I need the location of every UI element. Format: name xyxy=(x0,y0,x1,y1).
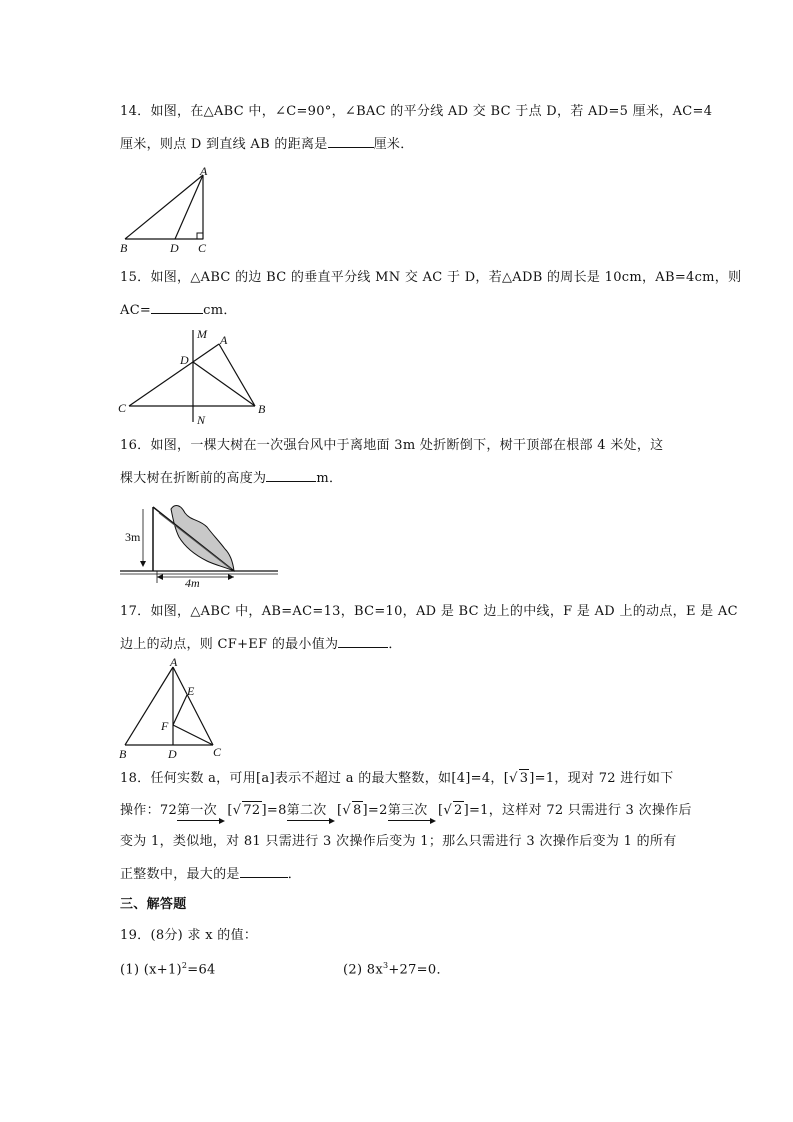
q18-l2-c: ]=8 xyxy=(261,803,287,818)
q17-line2-post: ． xyxy=(388,637,402,652)
q15-label-d: D xyxy=(180,353,189,367)
q14-answer-blank[interactable] xyxy=(328,135,374,148)
q15-line2 xyxy=(120,301,237,320)
q18-l2-a: 操作：72 xyxy=(120,803,178,818)
q15-line1: 15．如图，△ABC 的边 BC 的垂直平分线 MN 交 AC 于 D，若△ADB 的周长是 10cm，AB=4cm，则 xyxy=(120,270,742,285)
q18-l2-f: [ xyxy=(438,803,444,818)
q15-label-a: A xyxy=(220,333,228,347)
q19-p2-a: (2) 8x xyxy=(343,962,383,978)
q18-l1-b: ]=1，现对 72 进行如下 xyxy=(529,771,674,786)
q17-line1: 17．如图，△ABC 中，AB=AC=13，BC=10，AD 是 BC 边上的中线，F 是 AD 上的动点，E 是 AC xyxy=(120,604,738,619)
q16-line2-pre: 棵大树在折断前的高度为 xyxy=(120,471,267,486)
q18-step2-arrow xyxy=(287,802,333,821)
q18-l2-g: ]=1，这样对 72 只需进行 3 次操作后 xyxy=(463,803,692,818)
q18-line2 xyxy=(120,801,692,821)
q15-answer-blank[interactable] xyxy=(151,301,203,314)
q18-line4 xyxy=(120,865,301,884)
q17-line2-pre: 边上的动点，则 CF+EF 的最小值为 xyxy=(120,637,339,652)
q17-figure xyxy=(115,655,230,761)
q16-answer-blank[interactable] xyxy=(266,469,316,482)
q14-line1: 14．如图，在△ABC 中，∠C=90°，∠BAC 的平分线 AD 交 BC 于点 D，若 AD=5 厘米，AC=4 xyxy=(120,104,713,119)
q14-figure xyxy=(115,165,215,255)
q16-label-dist: 4m xyxy=(185,576,200,590)
q17-line2 xyxy=(120,635,402,654)
q18-step1-label: 第一次 xyxy=(177,802,223,821)
q14-line2 xyxy=(120,135,414,154)
q16-label-height: 3m xyxy=(125,530,141,544)
q19-p1-b: =64 xyxy=(187,962,216,978)
sqrt-icon: √ xyxy=(509,771,518,786)
q19-p2-exp: 3 xyxy=(382,961,389,970)
q18-radicand-2: 2 xyxy=(454,803,463,818)
q19-p1-a: (1) (x+1) xyxy=(120,962,182,978)
q19-p2-b: +27=0． xyxy=(388,962,450,978)
q19-part2 xyxy=(343,957,450,979)
q18-answer-blank[interactable] xyxy=(240,865,288,878)
q18-step1-arrow xyxy=(177,802,223,821)
q18-step3-arrow xyxy=(388,802,434,821)
q14-segment-ad xyxy=(175,175,203,239)
q14-label-a: A xyxy=(200,165,208,178)
q15-line2-post: cm． xyxy=(203,303,237,318)
q18-step2-label: 第二次 xyxy=(287,802,333,821)
q15-label-n: N xyxy=(197,413,206,427)
sqrt-icon: √ xyxy=(232,803,242,818)
q16-dist-arrow-right-icon xyxy=(228,574,234,580)
q19-p1-exp: 2 xyxy=(181,961,188,970)
q19-part1 xyxy=(120,957,216,979)
q19-line1: 19．(8分) 求 x 的值： xyxy=(120,928,258,943)
sqrt-icon: √ xyxy=(342,803,351,818)
q14-right-angle-mark xyxy=(197,233,203,239)
q17-segment-ac xyxy=(173,667,213,745)
q17-label-b: B xyxy=(119,747,127,761)
q14-label-c: C xyxy=(198,241,207,255)
q18-l1-a: 18．任何实数 a，可用[a]表示不超过 a 的最大整数，如[4]=4，[ xyxy=(120,771,510,786)
q18-step3-label: 第三次 xyxy=(388,802,434,821)
q14-line2-post: 厘米． xyxy=(373,137,414,152)
q16-tree-crown xyxy=(171,506,234,571)
q15-label-b: B xyxy=(258,402,266,416)
q18-radicand-8: 8 xyxy=(352,803,362,818)
section-3-title: 三、解答题 xyxy=(120,897,187,912)
q15-label-m: M xyxy=(197,327,207,341)
q17-label-f: F xyxy=(161,719,169,733)
q17-label-a: A xyxy=(170,655,178,669)
q18-l2-b: [ xyxy=(227,803,233,818)
q15-segment-ca xyxy=(129,344,219,406)
q18-line3: 变为 1，类似地，对 81 只需进行 3 次操作后变为 1；那么只需进行 3 次操作后变为 1 的所有 xyxy=(120,834,677,849)
q15-line2-pre: AC= xyxy=(120,303,152,318)
q18-l2-e: ]=2 xyxy=(362,803,388,818)
q15-segment-ab xyxy=(219,344,255,406)
q16-height-arrow-icon xyxy=(140,561,146,567)
q15-label-c: C xyxy=(118,401,127,415)
q14-label-d: D xyxy=(170,241,179,255)
q17-segment-ab xyxy=(125,667,173,745)
q14-segment-ab xyxy=(125,175,203,239)
q16-line1: 16．如图，一棵大树在一次强台风中于离地面 3m 处折断倒下，树干顶部在根部 4 米处，这 xyxy=(120,438,664,453)
q16-figure xyxy=(115,495,285,590)
q17-label-e: E xyxy=(187,684,195,698)
q17-segment-fe xyxy=(173,695,187,725)
q18-l4-post: ． xyxy=(287,867,302,882)
q16-line2-post: m． xyxy=(316,471,343,486)
q17-segment-fc xyxy=(173,725,213,745)
q17-answer-blank[interactable] xyxy=(338,635,388,648)
sqrt-icon: √ xyxy=(443,803,452,818)
q18-l4-pre: 正整数中，最大的是 xyxy=(120,867,240,882)
q17-label-d: D xyxy=(168,747,177,761)
q14-label-b: B xyxy=(120,241,128,255)
q14-line2-pre: 厘米，则点 D 到直线 AB 的距离是 xyxy=(120,137,328,152)
q18-radicand-72: 72 xyxy=(243,803,261,818)
q18-radicand-3: 3 xyxy=(519,771,529,786)
q18-line1 xyxy=(120,769,674,788)
q16-dist-arrow-left-icon xyxy=(157,574,163,580)
q17-label-c: C xyxy=(213,745,222,759)
q15-figure xyxy=(115,322,275,427)
q18-l2-d: [ xyxy=(337,803,343,818)
q16-line2 xyxy=(120,469,342,488)
q15-segment-db xyxy=(193,362,255,406)
